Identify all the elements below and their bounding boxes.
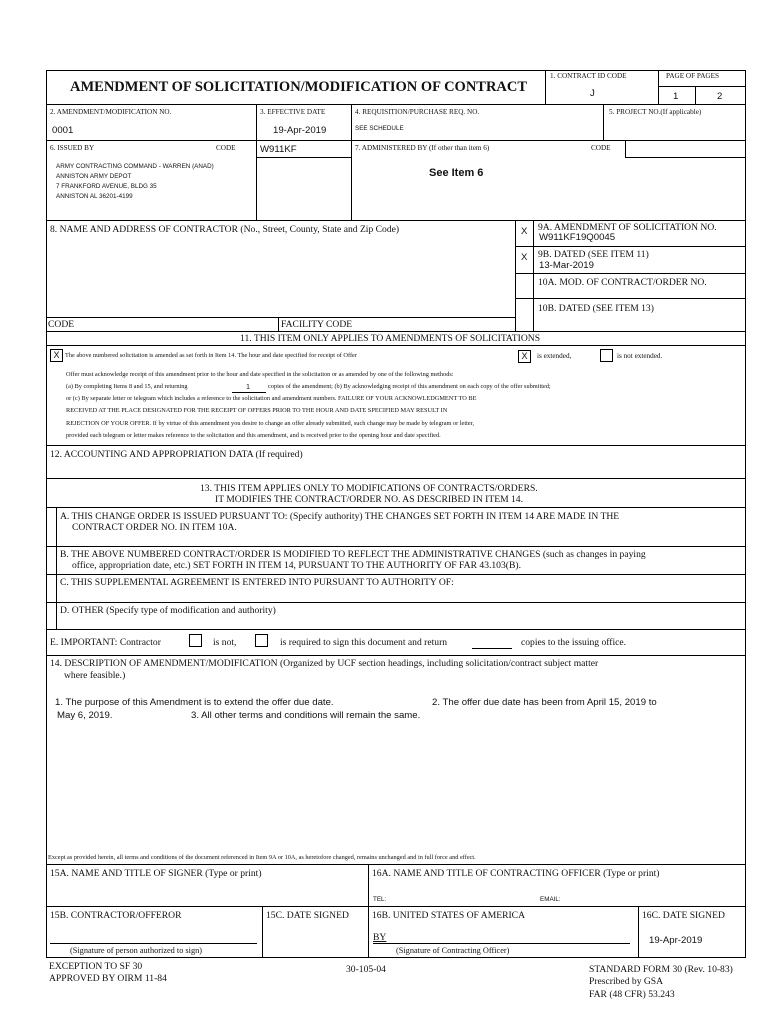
box10a-label: 10A. MOD. OF CONTRACT/ORDER NO. [538, 277, 707, 288]
contractor-name-label: 8. NAME AND ADDRESS OF CONTRACTOR (No., Street, County, State and Zip Code) [50, 224, 400, 235]
item11-heading: 11. THIS ITEM ONLY APPLIES TO AMENDMENTS OF SOLICITATIONS [240, 333, 541, 344]
signer-name-label: 15A. NAME AND TITLE OF SIGNER (Type or print) [50, 868, 262, 879]
officer-date-signed-label: 16C. DATE SIGNED [642, 910, 725, 921]
amendment-no-label: 2. AMENDMENT/MODIFICATION NO. [50, 108, 172, 116]
item14-label-1: 14. DESCRIPTION OF AMENDMENT/MODIFICATION (Organized by UCF section headings, including solicitation/contract subject matter [50, 658, 599, 669]
item14-footer: Except as provided herein, all terms and conditions of the document referenced in Item 9A or 10A, as heretofore changed, remains unchanged and in full force and effect. [48, 854, 476, 861]
requisition-value: SEE SCHEDULE [355, 125, 404, 132]
contract-id-value: J [590, 88, 595, 99]
box9b-label: 9B. DATED (SEE ITEM 11) [538, 249, 649, 260]
extended-label: is extended, [537, 352, 572, 360]
extended-checkbox[interactable]: X [518, 350, 531, 363]
footer-prescribed: Prescribed by GSA [589, 976, 664, 987]
item11-line-6: provided each telegram or letter makes reference to the solicitation and this amendment, and is received prior to the opening hour and date specified. [66, 432, 441, 439]
item11-solicitation-checkbox[interactable]: X [50, 349, 63, 362]
amendment-no-value: 0001 [52, 125, 74, 136]
item13-c: C. THIS SUPPLEMENTAL AGREEMENT IS ENTERED INTO PURSUANT TO AUTHORITY OF: [60, 577, 454, 588]
requisition-label: 4. REQUISITION/PURCHASE REQ. NO. [355, 108, 480, 116]
footer-standard-form: STANDARD FORM 30 (Rev. 10-83) [589, 964, 733, 975]
issued-by-label: 6. ISSUED BY [50, 144, 95, 152]
not-extended-checkbox[interactable] [600, 349, 613, 362]
issued-by-code-label: CODE [216, 144, 236, 152]
tel-label: TEL: [373, 896, 387, 903]
item14-body-2a: May 6, 2019. [57, 710, 113, 721]
item11-line-2b: copies of the amendment; (b) By acknowledging receipt of this amendment on each copy of the offer submitted; [268, 383, 551, 390]
issued-by-address-2: ANNISTON ARMY DEPOT [56, 173, 132, 180]
box9b-value: 13-Mar-2019 [539, 260, 594, 271]
item13-d: D. OTHER (Specify type of modification and authority) [60, 605, 276, 616]
contract-id-label: 1. CONTRACT ID CODE [550, 72, 627, 80]
item13-b-line-2: office, appropriation date, etc.) SET FORTH IN ITEM 14, PURSUANT TO THE AUTHORITY OF FAR 43.103(B). [72, 560, 521, 571]
contractor-offeror-label: 15B. CONTRACTOR/OFFEROR [50, 910, 182, 921]
footer-exception: EXCEPTION TO SF 30 [49, 961, 143, 972]
item11-copies: 1 [246, 382, 250, 391]
administered-by-label: 7. ADMINISTERED BY (If other than item 6) [355, 144, 490, 152]
page-number: 1 [673, 91, 679, 102]
issued-by-address-4: ANNISTON AL 36201-4199 [56, 193, 133, 200]
box10b-label: 10B. DATED (SEE ITEM 13) [538, 303, 654, 314]
contractor-date-signed-label: 15C. DATE SIGNED [266, 910, 349, 921]
item11-text: The above numbered solicitation is amended as set forth in Item 14. The hour and date specified for receipt of Offer [65, 352, 357, 359]
item11-line-4: RECEIVED AT THE PLACE DESIGNATED FOR THE RECEIPT OF OFFERS PRIOR TO THE HOUR AND DATE SPECIFIED MAY RESULT IN [66, 407, 448, 414]
important-label: E. IMPORTANT: Contractor [50, 637, 161, 648]
contractor-signature-caption: (Signature of person authorized to sign) [70, 946, 203, 955]
box9a-mark: X [521, 226, 528, 237]
contractor-code-label: CODE [48, 319, 75, 330]
page-of-pages-label: PAGE OF PAGES [666, 72, 719, 80]
item12-label: 12. ACCOUNTING AND APPROPRIATION DATA (If required) [50, 449, 303, 460]
item13-a-line-2: CONTRACT ORDER NO. IN ITEM 10A. [72, 522, 237, 533]
item11-line-1: Offer must acknowledge receipt of this amendment prior to the hour and date specified in the solicitation or as amended by one of the following methods: [66, 371, 454, 378]
administered-by-value: See Item 6 [429, 167, 484, 179]
issued-by-code: W911KF [260, 144, 297, 155]
by-label: BY [373, 932, 387, 943]
box9a-value: W911KF19Q0045 [539, 232, 616, 243]
officer-signature-caption: (Signature of Contracting Officer) [396, 946, 510, 955]
is-not-label: is not, [213, 637, 237, 648]
copies-to-issuing-label: copies to the issuing office. [521, 637, 627, 648]
not-extended-label: is not extended. [617, 352, 663, 360]
administered-by-code-label: CODE [591, 144, 611, 152]
is-required-label: is required to sign this document and return [280, 637, 448, 648]
item14-body-1a: 1. The purpose of this Amendment is to extend the offer due date. [55, 697, 334, 708]
facility-code-label: FACILITY CODE [281, 319, 353, 330]
project-no-label: 5. PROJECT NO.(If applicable) [609, 108, 702, 116]
officer-date-signed-value: 19-Apr-2019 [649, 935, 703, 946]
item11-line-3: or (c) By separate letter or telegram which includes a reference to the solicitation and amendment numbers. FAILURE OF YOUR ACKNOWLEDGMENT TO BE [66, 395, 477, 402]
footer-form-code: 30-105-04 [346, 964, 386, 975]
email-label: EMAIL: [540, 896, 561, 903]
item11-line-2a: (a) By completing Items 8 and 15, and returning [66, 383, 188, 390]
united-states-label: 16B. UNITED STATES OF AMERICA [372, 910, 526, 921]
page-total: 2 [717, 91, 723, 102]
item11-line-5: REJECTION OF YOUR OFFER. If by virtue of this amendment you desire to change an offer already submitted, such change may be made by telegram or letter, [66, 420, 475, 427]
item14-body-2b: 3. All other terms and conditions will remain the same. [191, 710, 421, 721]
box9b-mark: X [521, 252, 528, 263]
footer-far: FAR (48 CFR) 53.243 [589, 989, 675, 1000]
issued-by-address-3: 7 FRANKFORD AVENUE, BLDG 35 [56, 183, 157, 190]
item13-heading-2: IT MODIFIES THE CONTRACT/ORDER NO. AS DESCRIBED IN ITEM 14. [215, 494, 523, 505]
form-title: AMENDMENT OF SOLICITATION/MODIFICATION OF CONTRACT [70, 79, 528, 95]
is-not-checkbox[interactable] [189, 634, 202, 647]
item13-b-line-1: B. THE ABOVE NUMBERED CONTRACT/ORDER IS MODIFIED TO REFLECT THE ADMINISTRATIVE CHANGES (such as changes in paying [60, 549, 646, 560]
item14-label-2: where feasible.) [64, 670, 126, 681]
effective-date-label: 3. EFFECTIVE DATE [260, 108, 326, 116]
issued-by-address-1: ARMY CONTRACTING COMMAND - WARREN (ANAD) [56, 163, 214, 170]
item13-a-line-1: A. THIS CHANGE ORDER IS ISSUED PURSUANT TO: (Specify authority) THE CHANGES SET FORTH IN ITEM 14 ARE MADE IN THE [60, 511, 620, 522]
is-required-checkbox[interactable] [255, 634, 268, 647]
box9a-label: 9A. AMENDMENT OF SOLICITATION NO. [538, 222, 717, 233]
contracting-officer-name-label: 16A. NAME AND TITLE OF CONTRACTING OFFICER (Type or print) [372, 868, 660, 879]
effective-date-value: 19-Apr-2019 [273, 125, 327, 136]
item14-body-1b: 2. The offer due date has been from April 15, 2019 to [432, 697, 657, 708]
footer-approved: APPROVED BY OIRM 11-84 [49, 973, 167, 984]
item13-heading-1: 13. THIS ITEM APPLIES ONLY TO MODIFICATIONS OF CONTRACTS/ORDERS. [200, 483, 538, 494]
